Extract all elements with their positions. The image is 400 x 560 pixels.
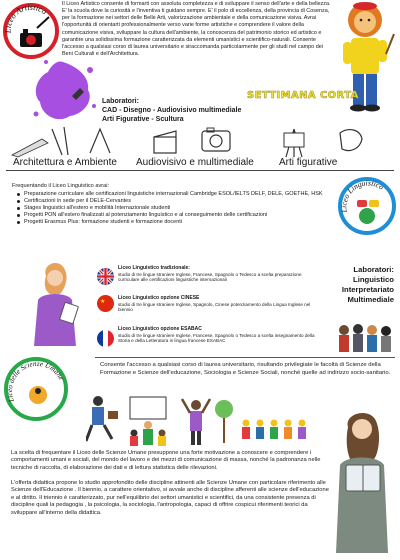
- uk-flag-icon: [97, 268, 114, 285]
- linguistico-badge-icon: [337, 176, 397, 236]
- list-item: Stages linguistici all'estero e mobilità Internazionale studenti: [16, 205, 338, 212]
- artistico-illustrations-row: [4, 123, 396, 159]
- artistico-intro: Il Liceo Artistico consente di formarti con assoluta completezza e di sviluppare il senso dell'arte e della bellezza. E' la scuola dove la curiosità e l'inventiva ti guidano sempre. E' il polo di eccellenza, della provincia di Cosenza, per la formazione nei settori delle Belle Arti, valorizzazione ambientale e della comunicazione visiva. Avrai l'opportunità di orientarti professionalmente verso varie forme artistiche e comprendere il valore della comunicazione visiva, sviluppare la cultura dell'ambiente, la conoscenza del patrimonio storico ed artistico e garantire una solidissima formazione caratterizzata da elementi umanistici e scientifico-naturali. Consente l'accesso a qualsiasi corso di laurea universitario e siraccomanda particolarmente per gli studi nel campo dei Beni Culturali e dell'Architettura.: [62, 1, 331, 58]
- svg-text:Liceo delle Scienze Umane: Liceo delle Scienze Umane: [5, 359, 66, 404]
- svg-text:★: ★: [100, 298, 106, 305]
- svg-text:Liceo Artistico: Liceo Artistico: [3, 3, 49, 34]
- umane-people-illustration: [86, 393, 314, 449]
- svg-text:Liceo Linguistico: Liceo Linguistico: [339, 178, 386, 214]
- people-group-illustration: [334, 322, 394, 352]
- umane-scelta: La scelta di frequentare il Liceo delle Scienze Umane presuppone una forte motivazione a conoscere e comprendere i comportamenti umani e sociali, del mondo del lavoro e dei mezzi di comunicazione di massa, nonché la padronanza nelle tecniche di raccolta, di elaborazione dei dati e di lettura statistica delle rilevazioni.: [11, 450, 321, 471]
- france-flag-icon: [97, 330, 114, 347]
- settimana-corta-label: SETTIMANA CORTA: [247, 90, 359, 101]
- linguistico-opzione-esabac: Liceo Linguistico opzione ESABAC studio di tre lingue straniere Inglese, Francese, Spagnolo o Tedesco a scelta insegnamento della Storia e della Letteratura in lingua francese ESABAC: [118, 326, 315, 344]
- linguistico-labs: Laboratori: Linguistico Interpretariato Multimediale: [341, 265, 394, 304]
- paint-splash-icon: [28, 56, 98, 126]
- indirizzo-architettura: Architettura e Ambiente: [13, 157, 117, 168]
- umane-badge: [2, 355, 70, 423]
- artistico-lab-item: Arti Figurative - Scultura: [102, 116, 184, 123]
- linguistico-badge: [337, 176, 397, 236]
- artistico-badge-icon: [3, 3, 59, 59]
- umane-accesso: Consente l'accesso a qualsiasi corso di laurea universitario, risultando privilegiate le facoltà di Scienze della Formazione e Scienze dell'educazione, Sociologia e Scienze Sociali, nonché quelle ad indirizzo socio-sanitario.: [100, 362, 391, 376]
- china-flag-icon: [97, 295, 114, 312]
- artistico-labs-title: Laboratori:: [102, 98, 139, 105]
- linguistico-opzione-tradizionale: Liceo Linguistico tradizionale: studio di tre lingue straniere Inglese, Francese, Spagnolo o Tedesco a scelta preparazione curriculare alle certificazioni linguistiche internazionali: [118, 265, 302, 283]
- woman-book-illustration: [330, 405, 396, 555]
- umane-offerta: L'offerta didattica propone lo studio approfondito delle discipline attinenti alle Scienze Umane con particolare riferimento alle Scienze dell'Educazione . Il biennio, a carattere orientativo, si avvale anche di discipline afferenti alle scienze dell'educazione e al diritto. Il triennio è caratterizzato, pur nell'equilibrio dei settori umanistici e scientifici, da una consistente presenza di discipline quali la pedagogia , la psicologia, la sociologia, l'antropologia, capaci di offrire cospicui riferimenti teorici da sviluppare all'interno della didattica.: [11, 480, 329, 516]
- artistico-divider: [6, 170, 394, 171]
- list-item: Progetti PON all'estero finalizzati al potenziamento linguistico e al conseguimento delle certificazioni: [16, 212, 338, 219]
- indirizzo-arti-figurative: Arti figurative: [279, 157, 338, 168]
- artistico-labs: [102, 97, 282, 124]
- list-item: Certificazioni in sede per il DELE-Cervantes: [16, 198, 338, 205]
- artistico-lab-item: CAD - Disegno - Audiovisivo multimediale: [102, 107, 242, 114]
- list-item: Preparazione curriculare alle certificazioni linguistiche internazionali Cambridge ESOL/IELTS DELF, DELE, GOETHE, HSK: [16, 191, 338, 198]
- list-item: Progetti Erasmus Plus: formazione studenti e formazione docenti: [16, 219, 338, 226]
- linguistico-opzione-cinese: Liceo Linguistico opzione CINESE studio di tre lingue straniere Inglese, Spagnolo, Cinese potenziamento della Lingua Inglese nel biennio: [118, 295, 311, 313]
- linguistico-vantaggi-list: [16, 191, 338, 226]
- artistico-badge: [3, 3, 59, 59]
- linguistico-divider: [95, 357, 395, 358]
- woman-tablet-illustration: [24, 256, 88, 352]
- umane-badge-icon: [2, 355, 70, 423]
- linguistico-frequentando: Frequentando il Liceo Linguistico avrai:: [12, 183, 110, 189]
- indirizzo-audiovisivo: Audiovisivo e multimediale: [136, 157, 254, 168]
